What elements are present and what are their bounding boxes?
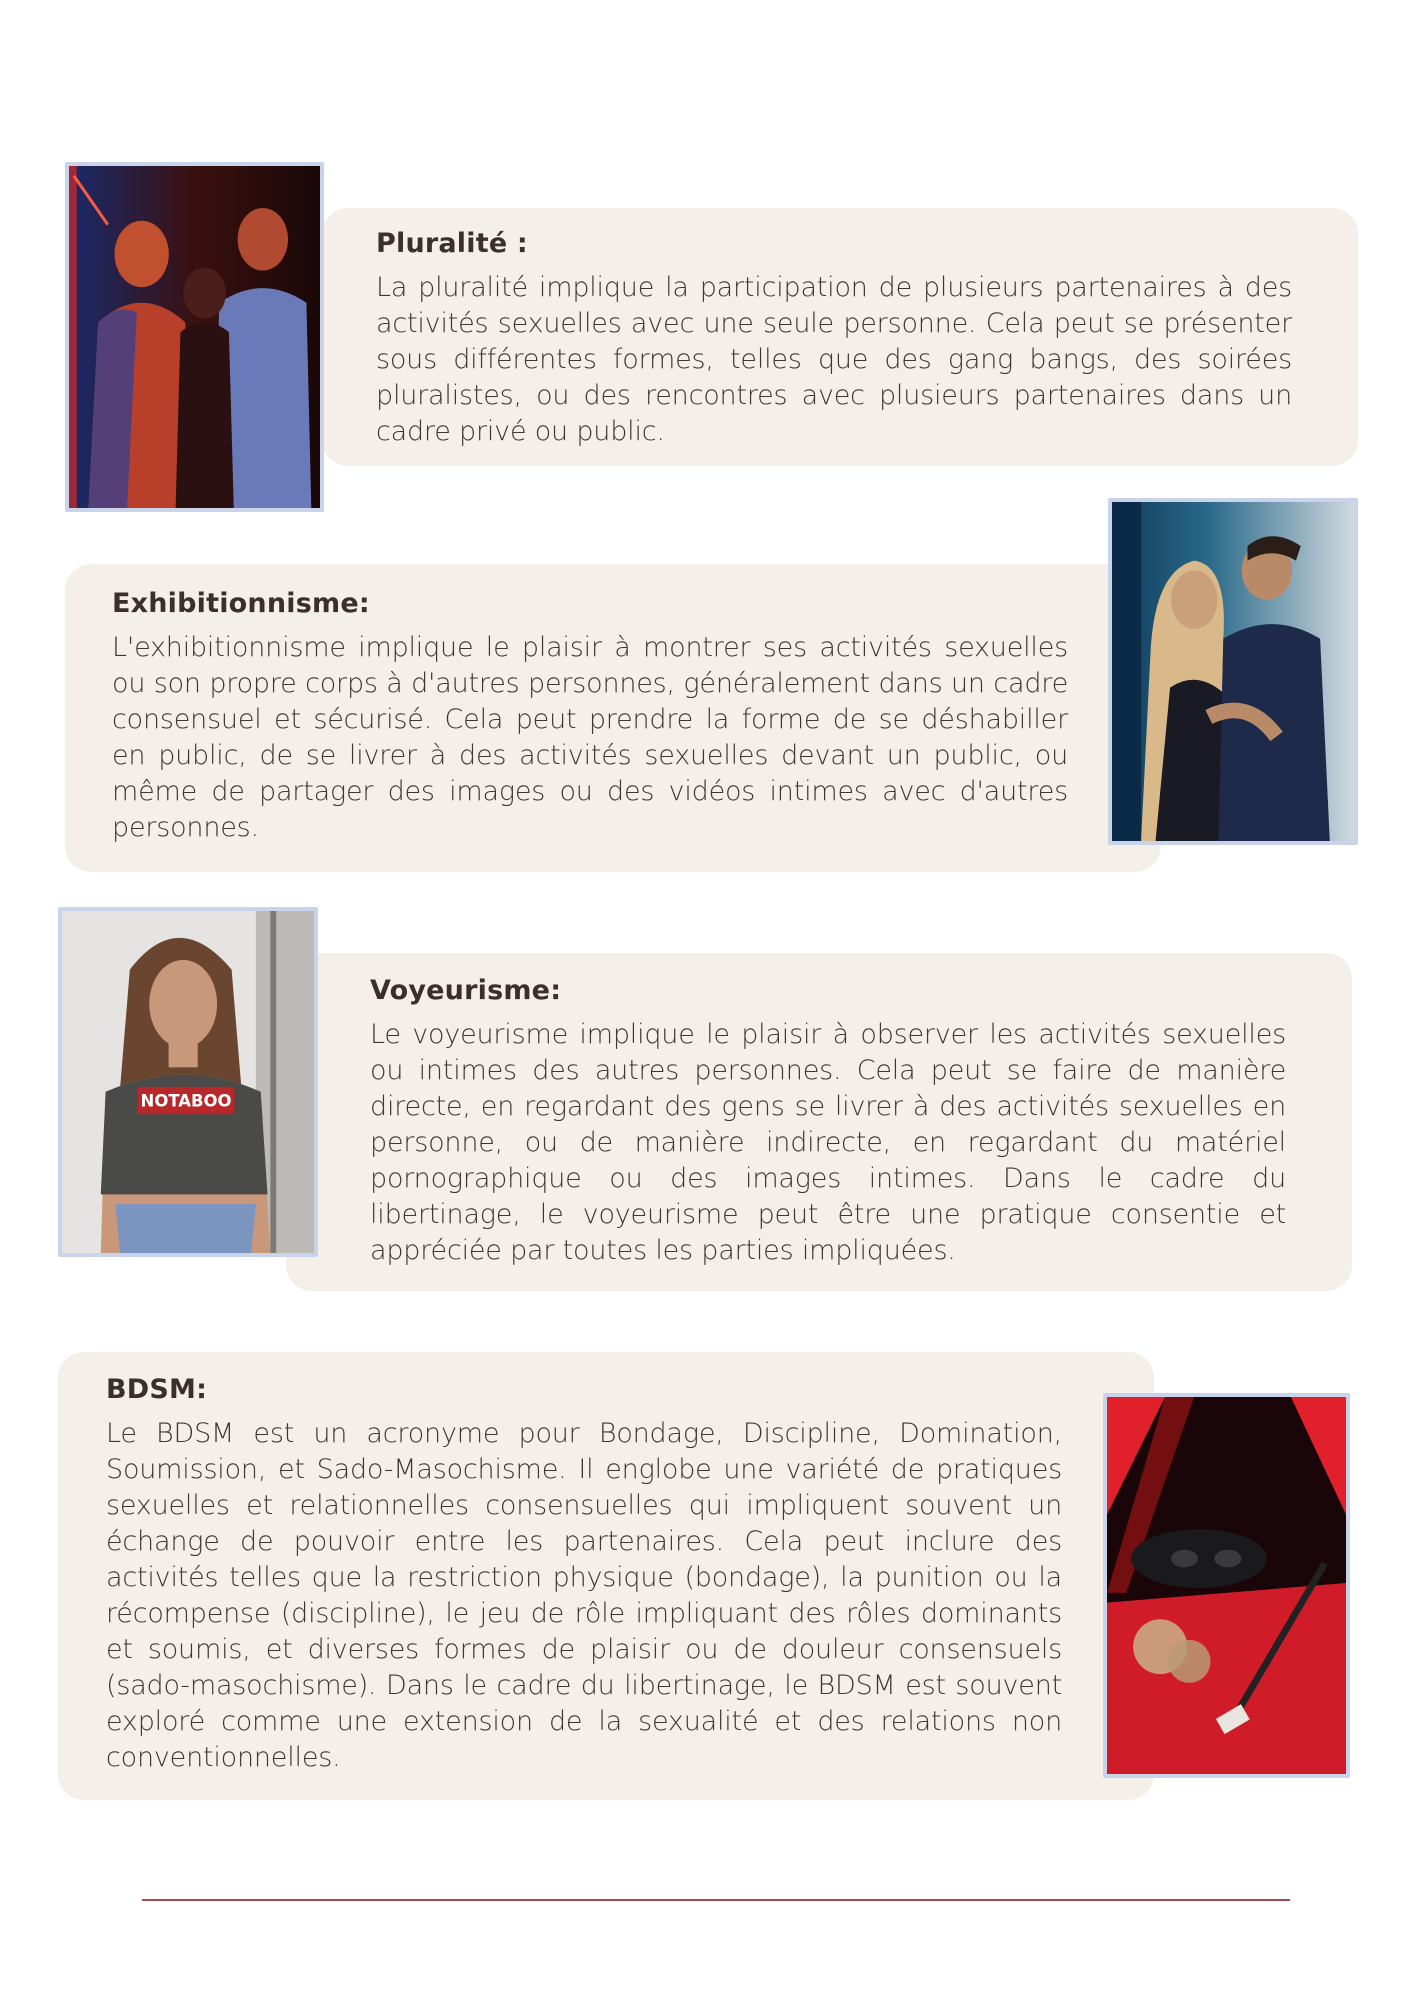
photo-exhibitionnisme (1108, 498, 1358, 845)
section-title-exhibitionnisme: Exhibitionnisme: (112, 588, 370, 619)
footer-divider (142, 1899, 1290, 1901)
section-body-bdsm: Le BDSM est un acronyme pour Bondage, Discipline, Domination, Soumission, et Sado-Masochisme. Il englobe une variété de pratiques sexuelles et relationnelles consensuelles qui impliquent souvent un échange de pouvoir entre les partenaires. Cela peut inclure des activités telles que la restriction physique (bondage), la punition ou la récompense (discipline), le jeu de rôle impliquant des rôles dominants et soumis, et diverses formes de plaisir ou de douleur consensuels (sado-masochisme). Dans le cadre du libertinage, le BDSM est souvent exploré comme une extension de la sexualité et des relations non conventionnelles. (106, 1418, 1062, 1773)
section-body-pluralite: La pluralité implique la participation de plusieurs partenaires à des activités sexuelles avec une seule personne. Cela peut se présenter sous différentes formes, telles que des gang bangs, des soirées pluralistes, ou des rencontres avec plusieurs partenaires dans un cadre privé ou public. (376, 272, 1292, 447)
section-title-pluralite: Pluralité : (376, 228, 528, 259)
photo-voyeurisme (58, 907, 318, 1257)
tshirt-print-text: NOTABOO (140, 1091, 232, 1111)
couple-trio-photo-icon (69, 166, 320, 508)
photo-bdsm (1103, 1393, 1350, 1778)
section-body-exhibitionnisme: L'exhibitionnisme implique le plaisir à montrer ses activités sexuelles ou son propre corps à d'autres personnes, généralement dans un cadre consensuel et sécurisé. Cela peut prendre la forme de se déshabiller en public, de se livrer à des activités sexuelles devant un public, ou même de partager des images ou des vidéos intimes avec d'autres personnes. (112, 632, 1068, 843)
woman-tshirt-photo-icon (62, 911, 314, 1253)
section-title-bdsm: BDSM: (106, 1374, 208, 1405)
section-title-voyeurisme: Voyeurisme: (370, 975, 562, 1006)
mask-rope-photo-icon (1107, 1397, 1346, 1774)
embracing-couple-photo-icon (1112, 502, 1354, 841)
section-body-voyeurisme: Le voyeurisme implique le plaisir à observer les activités sexuelles ou intimes des autres personnes. Cela peut se faire de manière directe, en regardant des gens se livrer à des activités sexuelles en personne, ou de manière indirecte, en regardant du matériel pornographique ou des images intimes. Dans le cadre du libertinage, le voyeurisme peut être une pratique consentie et appréciée par toutes les parties impliquées. (370, 1019, 1286, 1266)
photo-pluralite (65, 162, 324, 512)
